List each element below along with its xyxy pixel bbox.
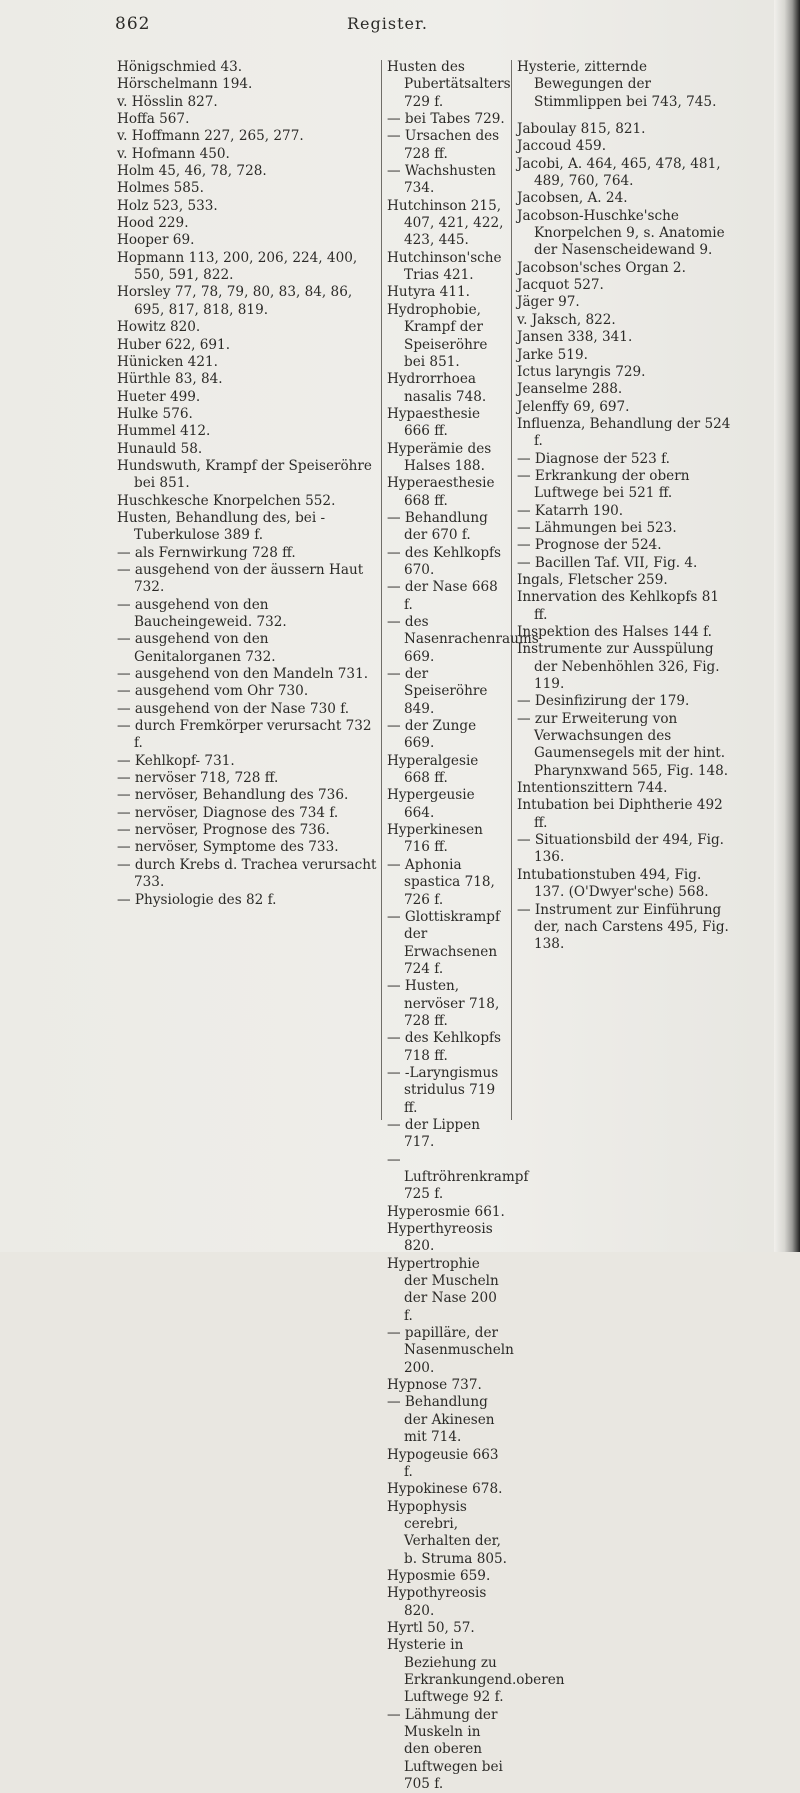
index-entry: Hyperalgesie 668 ff. [387,752,479,787]
index-column-3 [517,59,735,954]
index-entry: Hypertrophie der Muscheln der Nase 200 f. [387,1255,499,1324]
index-entry: — durch Fremkörper verursacht 732 f. [117,718,372,752]
index-entry: Influenza, Behandlung der 524 f. [517,415,731,450]
index-entry: — nervöser, Behandlung des 736. [117,787,349,804]
index-entry: — Lähmungen bei 523. [517,519,677,536]
index-entry: — Instrument zur Einführung der, nach Carstens 495, Fig. 138. [517,901,729,953]
index-entry: — Desinfizirung der 179. [517,693,690,710]
index-entry: Jacobsen, A. 24. [517,190,628,207]
index-entry: — des Nasenrachenraums 669. [387,614,539,665]
index-entry: Husten, Behandlung des, bei -Tuberkulose 389 f. [117,509,326,544]
index-entry: Inspektion des Halses 144 f. [517,624,712,640]
index-entry: — ausgehend von den Genitalorganen 732. [117,631,276,665]
index-entry: Jarke 519. [517,346,588,363]
index-entry: — Glottiskrampf der Erwachsenen 724 f. [387,908,501,977]
index-entry: Howitz 820. [117,319,201,336]
index-entry: Intentionszittern 744. [517,780,668,797]
index-entry: — Physiologie des 82 f. [117,891,277,908]
index-entry: — bei Tabes 729. [387,111,505,128]
index-entry: Intubationstuben 494, Fig. 137. (O'Dwyer'sche) 568. [517,866,709,901]
index-entry: — nervöser, Prognose des 736. [117,822,330,839]
index-entry: Hunauld 58. [117,440,203,457]
index-entry: — Wachshusten 734. [387,163,496,197]
index-entry: — Ursachen des 728 ff. [387,128,500,162]
index-entry: Jelenffy 69, 697. [517,398,630,415]
index-entry: Hoffa 567. [117,111,190,128]
index-entry: Hypnose 737. [387,1377,482,1394]
index-entry: Hyperaesthesie 668 ff. [387,475,495,509]
column-divider [511,60,512,1120]
index-entry: — der Zunge 669. [387,718,477,752]
index-entry: — Behandlung der 670 f. [387,509,488,544]
index-entry: — als Fernwirkung 728 ff. [117,544,296,561]
index-entry: — Kehlkopf- 731. [117,752,235,769]
index-entry: Ingals, Fletscher 259. [517,571,668,588]
index-entry: — der Nase 668 f. [387,579,498,613]
index-entry: Hundswuth, Krampf der Speiseröhre bei 851. [117,457,372,492]
index-entry: v. Hösslin 827. [117,93,218,110]
index-entry: — Aphonia spastica 718, 726 f. [387,856,495,908]
index-entry: — der Speiseröhre 849. [387,666,488,717]
index-entry: — papilläre, der Nasenmuscheln 200. [387,1325,514,1376]
index-entry: Hueter 499. [117,388,201,405]
index-entry: Hypokinese 678. [387,1481,503,1498]
index-entry: Hydrorrhoea nasalis 748. [387,371,487,405]
index-entry: Huschkesche Knorpelchen 552. [117,492,336,509]
index-entry: Hörschelmann 194. [117,76,253,93]
index-entry: Innervation des Kehlkopfs 81 ff. [517,589,720,623]
running-head: Register. [347,14,428,33]
index-entry: — des Kehlkopfs 670. [387,544,502,578]
index-entry: Jacobi, A. 464, 465, 478, 481, 489, 760, 764. [517,155,721,190]
index-entry: Jacobson'sches Organ 2. [517,259,686,276]
index-entry: Hyposmie 659. [387,1567,491,1584]
index-entry: — des Kehlkopfs 718 ff. [387,1030,502,1064]
page-edge-shadow [774,0,800,1252]
index-entry: — Husten, nervöser 718, 728 ff. [387,978,500,1029]
index-entry: Hürthle 83, 84. [117,371,223,388]
index-entry: Horsley 77, 78, 79, 80, 83, 84, 86, 695, 817, 818, 819. [117,284,353,318]
index-entry: — ausgehend von der Nase 730 f. [117,700,350,717]
index-entry: — Behandlung der Akinesen mit 714. [387,1394,495,1446]
index-entry: Holm 45, 46, 78, 728. [117,163,267,180]
index-entry [517,111,735,121]
index-entry: Jacquot 527. [517,277,604,294]
index-entry: — nervöser 718, 728 ff. [117,770,279,787]
index-entry: Ictus laryngis 729. [517,363,646,380]
index-entry: v. Hofmann 450. [117,145,230,162]
index-entry: Intubation bei Diphtherie 492 ff. [517,797,723,831]
index-entry: Hönigschmied 43. [117,59,243,75]
index-entry: — zur Erweiterung von Verwachsungen des Gaumensegels mit der hint. Pharynxwand 565, Fig. 148. [517,710,729,779]
index-entry: — Lähmung der Muskeln in den oberen Luftwegen bei 705 f. [387,1706,503,1793]
index-entry: Hopmann 113, 200, 206, 224, 400, 550, 591, 822. [117,249,358,284]
index-entry: Hyperthyreosis 820. [387,1221,493,1255]
page-header [0,10,800,40]
index-entry: — durch Krebs d. Trachea verursacht 733. [117,856,377,891]
index-entry: Hyperosmie 661. [387,1203,505,1220]
index-entry: Hutchinson 215, 407, 421, 422, 423, 445. [387,197,504,249]
index-entry: Hutchinson'sche Trias 421. [387,249,502,284]
index-entry: — Erkrankung der obern Luftwege bei 521 ff. [517,467,690,502]
index-entry: Hyperkinesen 716 ff. [387,822,483,856]
index-entry: Instrumente zur Ausspülung der Nebenhöhlen 326, Fig. 119. [517,641,720,693]
index-entry: Hysterie, zitternde Bewegungen der Stimmlippen bei 743, 745. [517,59,717,110]
index-entry: Jacobson-Huschke'sche Knorpelchen 9, s. Anatomie der Nasenscheidewand 9. [517,207,725,259]
index-column-1 [117,59,379,909]
index-entry: Jansen 338, 341. [517,329,633,346]
index-entry: Hysterie in Beziehung zu Erkrankungend.oberen Luftwege 92 f. [387,1637,565,1706]
index-entry: — ausgehend von den Baucheingeweid. 732. [117,596,287,630]
index-entry: — Prognose der 524. [517,537,662,554]
index-entry: Holmes 585. [117,180,204,197]
index-entry: Hypaesthesie 666 ff. [387,405,480,440]
index-entry: Jäger 97. [517,294,580,311]
index-entry: Hydrophobie, Krampf der Speiseröhre bei 851. [387,301,488,370]
index-entry: v. Jaksch, 822. [517,311,616,328]
index-entry: — ausgehend von der äussern Haut 732. [117,561,364,596]
index-entry: Hyperämie des Halses 188. [387,440,492,474]
index-entry: Hypophysis cerebri, Verhalten der, b. Struma 805. [387,1498,507,1567]
index-entry: Holz 523, 533. [117,197,218,214]
index-entry: — Katarrh 190. [517,502,624,519]
index-entry: Hulke 576. [117,405,193,422]
page-number: 862 [115,14,151,34]
index-entry: Huber 622, 691. [117,336,231,353]
index-entry: Hypothyreosis 820. [387,1585,487,1619]
index-entry: Hypergeusie 664. [387,787,475,821]
index-entry: — Diagnose der 523 f. [517,450,670,467]
index-entry: Hypogeusie 663 f. [387,1446,499,1480]
index-entry: — Bacillen Taf. VII, Fig. 4. [517,554,698,571]
index-entry: Hutyra 411. [387,284,470,301]
index-entry: Jeanselme 288. [517,381,623,398]
index-entry: Jaccoud 459. [517,138,607,155]
index-entry: Hyrtl 50, 57. [387,1619,475,1636]
index-entry: v. Hoffmann 227, 265, 277. [117,128,304,145]
index-entry: Hood 229. [117,215,189,232]
index-entry: — Situationsbild der 494, Fig. 136. [517,832,724,866]
index-entry: Husten des Pubertätsalters 729 f. [387,59,511,110]
index-entry: — Luftröhrenkrampf 725 f. [387,1151,529,1203]
index-entry: — nervöser, Diagnose des 734 f. [117,804,339,821]
index-entry: Hummel 412. [117,423,211,440]
index-entry: — ausgehend vom Ohr 730. [117,683,309,700]
index-entry: — ausgehend von den Mandeln 731. [117,666,369,683]
index-entry: — -Laryngismus stridulus 719 ff. [387,1064,499,1116]
index-entry: — der Lippen 717. [387,1116,481,1151]
column-divider [381,60,382,1120]
index-entry: — nervöser, Symptome des 733. [117,839,339,856]
index-entry: Hünicken 421. [117,353,218,370]
index-entry: Jaboulay 815, 821. [517,121,646,138]
index-entry: Hooper 69. [117,232,195,249]
